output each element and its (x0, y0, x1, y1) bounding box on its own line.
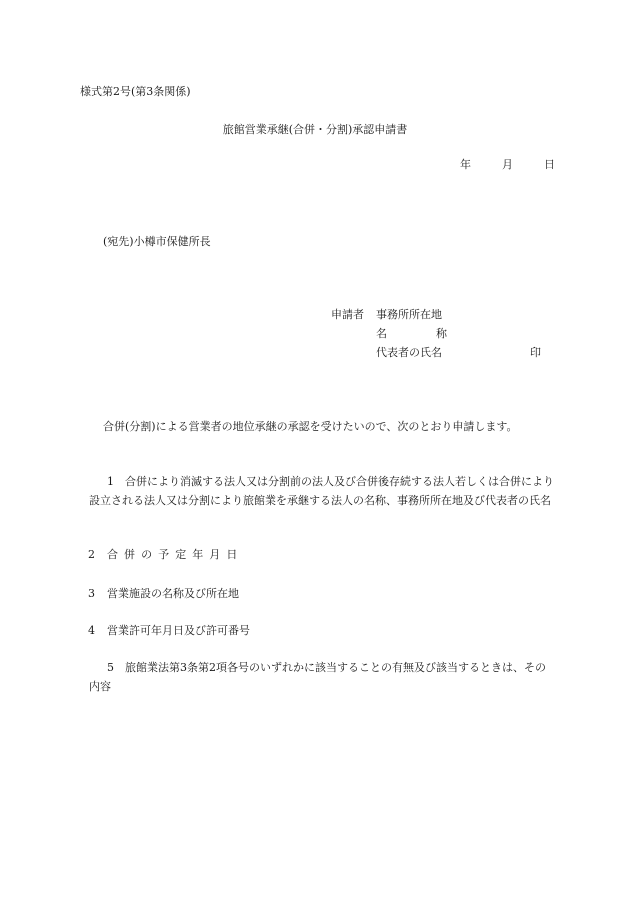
document-title: 旅館営業承継(合併・分割)承認申請書 (222, 123, 408, 136)
office-address-label: 事務所所在地 (376, 308, 442, 321)
representative-label: 代表者の氏名 (376, 346, 442, 359)
item-text: 営業施設の名称及び所在地 (107, 587, 239, 600)
list-item (80, 472, 555, 510)
seal-mark: 印 (530, 346, 541, 359)
intro-text: 合併(分割)による営業者の地位承継の承認を受けたいので、次のとおり申請します。 (103, 420, 518, 433)
addressee: (宛先)小樽市保健所長 (103, 235, 211, 248)
item-number: 5 (107, 661, 114, 674)
item-text: 合併により消滅する法人又は分割前の法人及び合併後存続する法人若しくは合併により設立される法人又は分割により旅館業を承継する法人の名称、事務所所在地及び代表者の氏名 (89, 475, 554, 507)
item-text: 合併の予定年月日 (107, 548, 244, 561)
date-day: 日 (544, 158, 555, 171)
item-number: 1 (107, 475, 114, 488)
name-label (376, 325, 447, 341)
name-label-second: 称 (436, 327, 447, 340)
date-year: 年 (460, 158, 471, 171)
list-item (80, 658, 555, 696)
item-number: 4 (88, 624, 95, 637)
item-number: 2 (88, 548, 95, 561)
list-item (80, 621, 555, 640)
list-item (80, 545, 555, 564)
applicant-label: 申請者 (331, 308, 364, 321)
form-number: 様式第2号(第3条関係) (80, 85, 191, 98)
item-text: 旅館業法第3条第2項各号のいずれかに該当することの有無及び該当するときは、その内容 (89, 661, 546, 693)
list-item (80, 584, 555, 603)
item-number: 3 (88, 587, 95, 600)
name-label-first: 名 (376, 327, 387, 340)
date-line (460, 156, 555, 172)
date-month: 月 (502, 158, 513, 171)
item-text: 営業許可年月日及び許可番号 (107, 624, 250, 637)
